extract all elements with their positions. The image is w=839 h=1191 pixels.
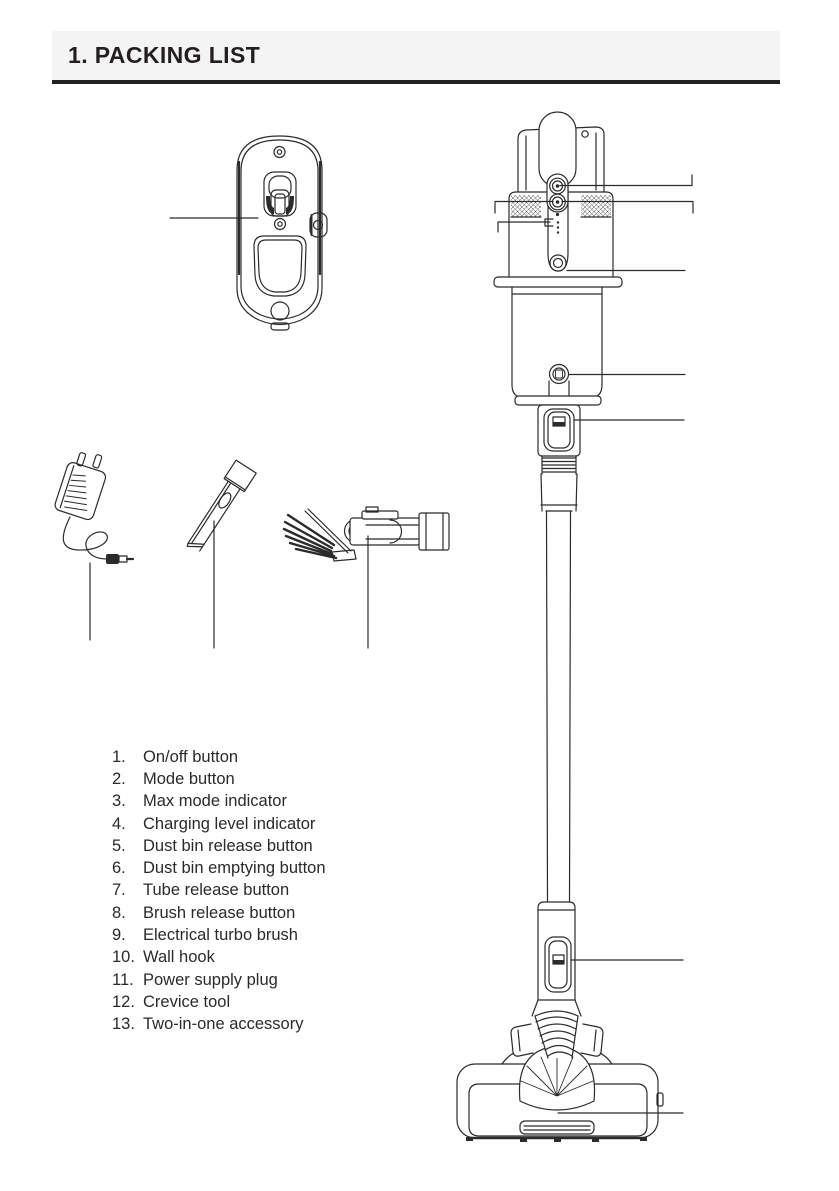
- list-item: [112, 813, 412, 835]
- item-label: Power supply plug: [143, 970, 278, 989]
- leader-on-off-button: [560, 175, 692, 186]
- list-item: [112, 902, 412, 924]
- item-number: 9.: [112, 926, 126, 945]
- list-item: [112, 880, 412, 902]
- item-label: Wall hook: [143, 948, 215, 967]
- item-number: 12.: [112, 992, 135, 1011]
- item-number: 10.: [112, 948, 135, 967]
- item-label: Crevice tool: [143, 992, 231, 1011]
- hook-mount: [264, 172, 296, 216]
- power-supply-plug-drawing: [54, 447, 133, 640]
- item-number: 8.: [112, 903, 126, 922]
- crevice-tool-drawing: [182, 460, 256, 648]
- item-label: Two-in-one accessory: [143, 1015, 304, 1034]
- item-number: 13.: [112, 1015, 135, 1034]
- list-item: [112, 1014, 412, 1036]
- two-in-one-accessory-drawing: [284, 507, 449, 648]
- item-label: Dust bin emptying button: [143, 859, 326, 878]
- item-label: Mode button: [143, 769, 235, 788]
- item-label: Max mode indicator: [143, 792, 287, 811]
- list-item: [112, 947, 412, 969]
- max-mode-indicator: [556, 213, 559, 216]
- list-item: [112, 857, 412, 879]
- item-label: Brush release button: [143, 903, 296, 922]
- list-item: [112, 969, 412, 991]
- dust-bin-emptying-button: [550, 365, 569, 384]
- item-number: 1.: [112, 747, 126, 766]
- suction-tube: [547, 511, 571, 902]
- item-number: 5.: [112, 836, 126, 855]
- item-number: 4.: [112, 814, 126, 833]
- list-item: [112, 835, 412, 857]
- item-label: Tube release button: [143, 881, 290, 900]
- exhaust-filter-right: [581, 195, 611, 217]
- list-item: [112, 768, 412, 790]
- list-item: [112, 746, 412, 768]
- list-item: [112, 991, 412, 1013]
- packing-list: [112, 746, 412, 1036]
- item-label: On/off button: [143, 747, 239, 766]
- exhaust-filter-left: [511, 195, 541, 217]
- item-number: 11.: [112, 970, 134, 989]
- wall-hook-drawing: [170, 136, 327, 330]
- item-label: Dust bin release button: [143, 836, 313, 855]
- item-label: Electrical turbo brush: [143, 926, 298, 945]
- stick-vacuum-drawing: [457, 112, 693, 1142]
- charging-level-indicator: [557, 221, 559, 233]
- item-number: 2.: [112, 769, 126, 788]
- page-title: 1. PACKING LIST: [68, 42, 261, 68]
- item-label: Charging level indicator: [143, 814, 316, 833]
- item-number: 6.: [112, 859, 126, 878]
- item-number: 3.: [112, 792, 126, 811]
- leader-charging-level-indicator: [498, 222, 550, 232]
- list-item: [112, 924, 412, 946]
- item-number: 7.: [112, 881, 126, 900]
- list-item: [112, 791, 412, 813]
